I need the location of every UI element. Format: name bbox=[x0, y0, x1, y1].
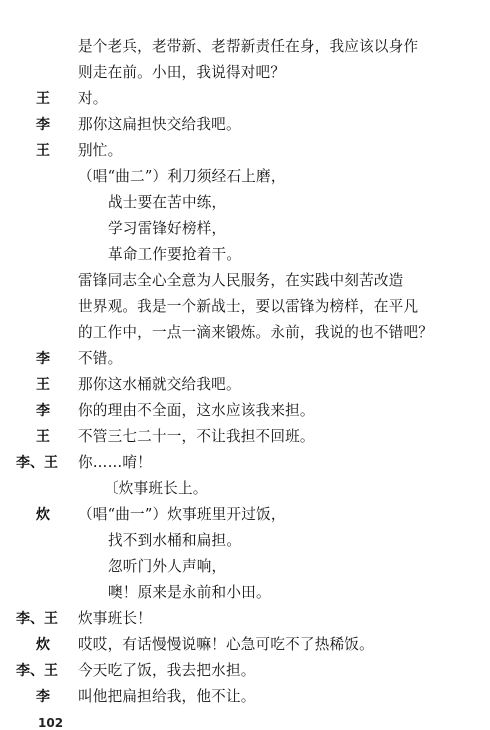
script-line bbox=[0, 294, 490, 320]
script-line bbox=[0, 242, 490, 268]
dialogue-text: 那你这扁担快交给我吧。 bbox=[78, 116, 241, 133]
dialogue-text: 你的理由不全面，这水应该我来担。 bbox=[78, 402, 315, 419]
dialogue-text: 不管三七二十一，不让我担不回班。 bbox=[78, 428, 315, 445]
script-line bbox=[0, 424, 490, 450]
speaker-label: 炊 bbox=[36, 637, 50, 653]
dialogue-text: （唱“曲二”）利刀须经石上磨， bbox=[78, 168, 286, 185]
script-line bbox=[0, 268, 490, 294]
dialogue-text: 雷锋同志全心全意为人民服务，在实践中刻苦改造 bbox=[78, 272, 404, 289]
speaker-label: 李 bbox=[36, 117, 50, 133]
dialogue-text: 那你这水桶就交给我吧。 bbox=[78, 376, 241, 393]
speaker-label: 炊 bbox=[36, 507, 50, 523]
script-line bbox=[0, 606, 490, 632]
script-line bbox=[0, 86, 490, 112]
dialogue-text: 的工作中，一点一滴来锻炼。永前，我说的也不错吧？ bbox=[78, 324, 434, 341]
dialogue-text: 〔炊事班长上。 bbox=[104, 480, 208, 497]
dialogue-text: 叫他把扁担给我，他不让。 bbox=[78, 688, 256, 705]
dialogue-text: 对。 bbox=[78, 90, 108, 107]
dialogue-text: 战士要在苦中练， bbox=[108, 194, 227, 211]
speaker-label: 李、王 bbox=[16, 663, 58, 679]
script-line bbox=[0, 372, 490, 398]
page-number: 102 bbox=[38, 716, 64, 730]
dialogue-text: 则走在前。小田，我说得对吧？ bbox=[78, 64, 286, 81]
speaker-label: 王 bbox=[36, 429, 50, 445]
dialogue-text: （唱“曲一”）炊事班里开过饭， bbox=[78, 506, 286, 523]
script-line bbox=[0, 476, 490, 502]
speaker-label: 王 bbox=[36, 377, 50, 393]
dialogue-text: 炊事班长！ bbox=[78, 610, 152, 627]
script-line bbox=[0, 164, 490, 190]
script-line bbox=[0, 450, 490, 476]
script-line bbox=[0, 632, 490, 658]
speaker-label: 王 bbox=[36, 143, 50, 159]
speaker-label: 李 bbox=[36, 403, 50, 419]
dialogue-text: 不错。 bbox=[78, 350, 123, 367]
dialogue-text: 今天吃了饭，我去把水担。 bbox=[78, 662, 256, 679]
dialogue-text: 革命工作要抢着干。 bbox=[108, 246, 242, 263]
dialogue-text: 噢！原来是永前和小田。 bbox=[108, 584, 271, 601]
script-line bbox=[0, 554, 490, 580]
script-line bbox=[0, 502, 490, 528]
speaker-label: 李 bbox=[36, 689, 50, 705]
dialogue-text: 世界观。我是一个新战士，要以雷锋为榜样，在平凡 bbox=[78, 298, 419, 315]
script-line bbox=[0, 112, 490, 138]
speaker-label: 李、王 bbox=[16, 611, 58, 627]
script-line bbox=[0, 190, 490, 216]
speaker-label: 王 bbox=[36, 91, 50, 107]
script-line bbox=[0, 528, 490, 554]
script-line bbox=[0, 346, 490, 372]
script-line bbox=[0, 216, 490, 242]
script-line bbox=[0, 34, 490, 60]
dialogue-text: 别忙。 bbox=[78, 142, 123, 159]
dialogue-text: 哎哎，有话慢慢说嘛！心急可吃不了热稀饭。 bbox=[78, 636, 374, 653]
script-line bbox=[0, 398, 490, 424]
dialogue-text: 找不到水桶和扁担。 bbox=[108, 532, 242, 549]
speaker-label: 李 bbox=[36, 351, 50, 367]
script-line bbox=[0, 658, 490, 684]
script-line bbox=[0, 320, 490, 346]
script-line bbox=[0, 684, 490, 710]
script-line bbox=[0, 60, 490, 86]
speaker-label: 李、王 bbox=[16, 455, 58, 471]
script-line bbox=[0, 138, 490, 164]
dialogue-text: 你……唷！ bbox=[78, 454, 152, 471]
script-line bbox=[0, 580, 490, 606]
dialogue-text: 是个老兵，老带新、老帮新责任在身，我应该以身作 bbox=[78, 38, 419, 55]
dialogue-text: 忽听门外人声响， bbox=[108, 558, 227, 575]
dialogue-text: 学习雷锋好榜样， bbox=[108, 220, 227, 237]
